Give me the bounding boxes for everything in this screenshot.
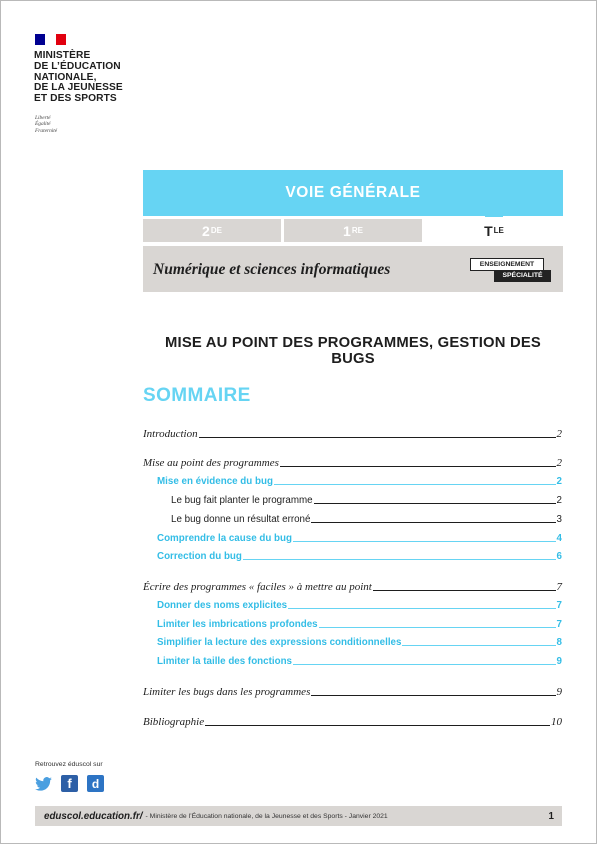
- level-tle: T LE: [425, 219, 563, 242]
- french-flag-icon: [35, 34, 66, 45]
- level-2de: 2 DE: [143, 219, 281, 242]
- dailymotion-icon[interactable]: d: [87, 775, 104, 792]
- badge-specialite: SPÉCIALITÉ: [494, 270, 551, 282]
- facebook-icon[interactable]: f: [61, 775, 78, 792]
- footer-text: - Ministère de l’Éducation nationale, de la Jeunesse et des Sports - Janvier 2021: [145, 812, 388, 820]
- ministry-name: MINISTÈRE DE L’ÉDUCATION NATIONALE, DE LA JEUNESSE ET DES SPORTS: [34, 50, 123, 105]
- toc-entry[interactable]: Le bug donne un résultat erroné 3: [171, 514, 562, 525]
- twitter-icon[interactable]: [35, 775, 52, 792]
- retrouvez-label: Retrouvez éduscol sur: [35, 761, 103, 768]
- subject-title: Numérique et sciences informatiques: [153, 261, 391, 278]
- page-number: 1: [548, 810, 554, 822]
- toc-entry[interactable]: Introduction 2: [143, 428, 562, 440]
- document-title: MISE AU POINT DES PROGRAMMES, GESTION DES BUGS: [165, 335, 541, 367]
- site-link[interactable]: eduscol.education.fr/: [44, 810, 143, 822]
- toc-entry[interactable]: Limiter la taille des fonctions 9: [157, 656, 562, 667]
- level-1re: 1 RE: [284, 219, 422, 242]
- toc-entry[interactable]: Simplifier la lecture des expressions conditionnelles 8: [157, 637, 562, 648]
- toc-entry[interactable]: Écrire des programmes « faciles » à mettre au point 7: [143, 581, 562, 593]
- active-level-marker: [485, 214, 503, 217]
- republic-motto: Liberté Égalité Fraternité: [35, 115, 58, 134]
- sommaire-heading: SOMMAIRE: [143, 385, 251, 406]
- voie-banner: VOIE GÉNÉRALE: [143, 170, 563, 216]
- toc-entry[interactable]: Limiter les bugs dans les programmes 9: [143, 686, 562, 698]
- toc-entry[interactable]: Mise au point des programmes 2: [143, 457, 562, 469]
- toc-entry[interactable]: Bibliographie 10: [143, 716, 562, 728]
- toc-entry[interactable]: Limiter les imbrications profondes 7: [157, 619, 562, 630]
- toc-entry[interactable]: Comprendre la cause du bug 4: [157, 533, 562, 544]
- footer-bar: [35, 806, 562, 826]
- toc-entry[interactable]: Correction du bug 6: [157, 551, 562, 562]
- level-tabs: [143, 219, 563, 242]
- toc-entry[interactable]: Mise en évidence du bug 2: [157, 476, 562, 487]
- toc-entry[interactable]: Donner des noms explicites 7: [157, 600, 562, 611]
- toc-entry[interactable]: Le bug fait planter le programme 2: [171, 495, 562, 506]
- badge-enseignement: ENSEIGNEMENT: [470, 258, 544, 271]
